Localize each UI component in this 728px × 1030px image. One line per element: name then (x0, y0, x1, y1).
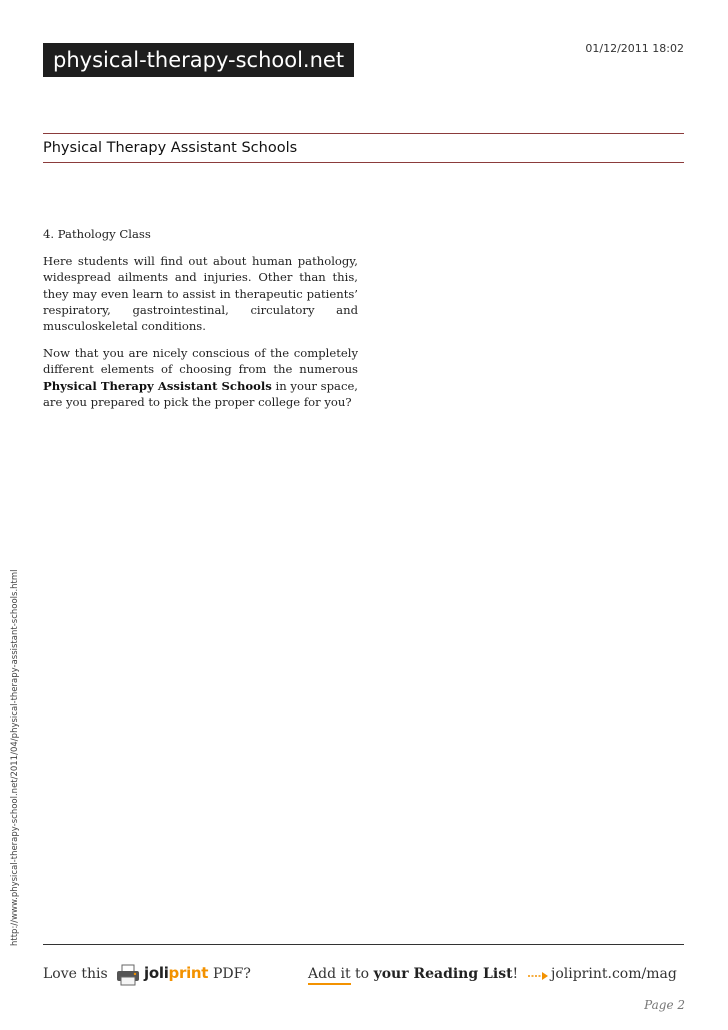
reading-list-link[interactable]: your Reading List (373, 966, 513, 982)
arrow-right-icon (527, 971, 549, 981)
site-title: physical-therapy-school.net (43, 43, 354, 77)
page-number: Page 2 (644, 998, 685, 1012)
source-url[interactable]: http://www.physical-therapy-school.net/2011/04/physical-therapy-assistant-schools.html (10, 569, 20, 946)
exclaim-text: ! (512, 966, 519, 982)
logo-text-orange: print (168, 964, 209, 982)
title-bottom-rule (43, 162, 684, 163)
title-top-rule (43, 133, 684, 134)
article-title: Physical Therapy Assistant Schools (43, 140, 298, 156)
logo-text-dark: joli (144, 964, 169, 982)
pdf-text: PDF? (213, 966, 251, 982)
paragraph-conclusion (43, 345, 358, 410)
love-this-text: Love this (43, 966, 108, 982)
joliprint-logo[interactable] (116, 963, 211, 989)
timestamp: 01/12/2011 18:02 (585, 42, 684, 55)
section-heading: 4. Pathology Class (43, 227, 151, 241)
paragraph-text: in your space, are you prepared to pick the proper college for you? (43, 378, 358, 409)
add-to-reading-list (308, 966, 518, 982)
keyword-link[interactable]: Physical Therapy Assistant Schools (43, 378, 272, 393)
joliprint-mag-link[interactable]: joliprint.com/mag (551, 966, 677, 982)
to-text: to (350, 966, 374, 982)
printer-icon (116, 964, 140, 986)
footer (43, 966, 688, 990)
paragraph-text: Now that you are nicely conscious of the completely different elements of choosing from the numerous (43, 346, 358, 377)
footer-rule (43, 944, 684, 945)
paragraph-pathology: Here students will find out about human pathology, widespread ailments and injuries. Other than this, they may even learn to assist in therapeutic patients’ respiratory, gastrointestinal, circulatory and musculoskeletal conditions. (43, 254, 358, 334)
joliprint-wordmark (144, 964, 208, 982)
add-it-link[interactable]: Add it (308, 966, 351, 985)
article-body (43, 226, 358, 421)
